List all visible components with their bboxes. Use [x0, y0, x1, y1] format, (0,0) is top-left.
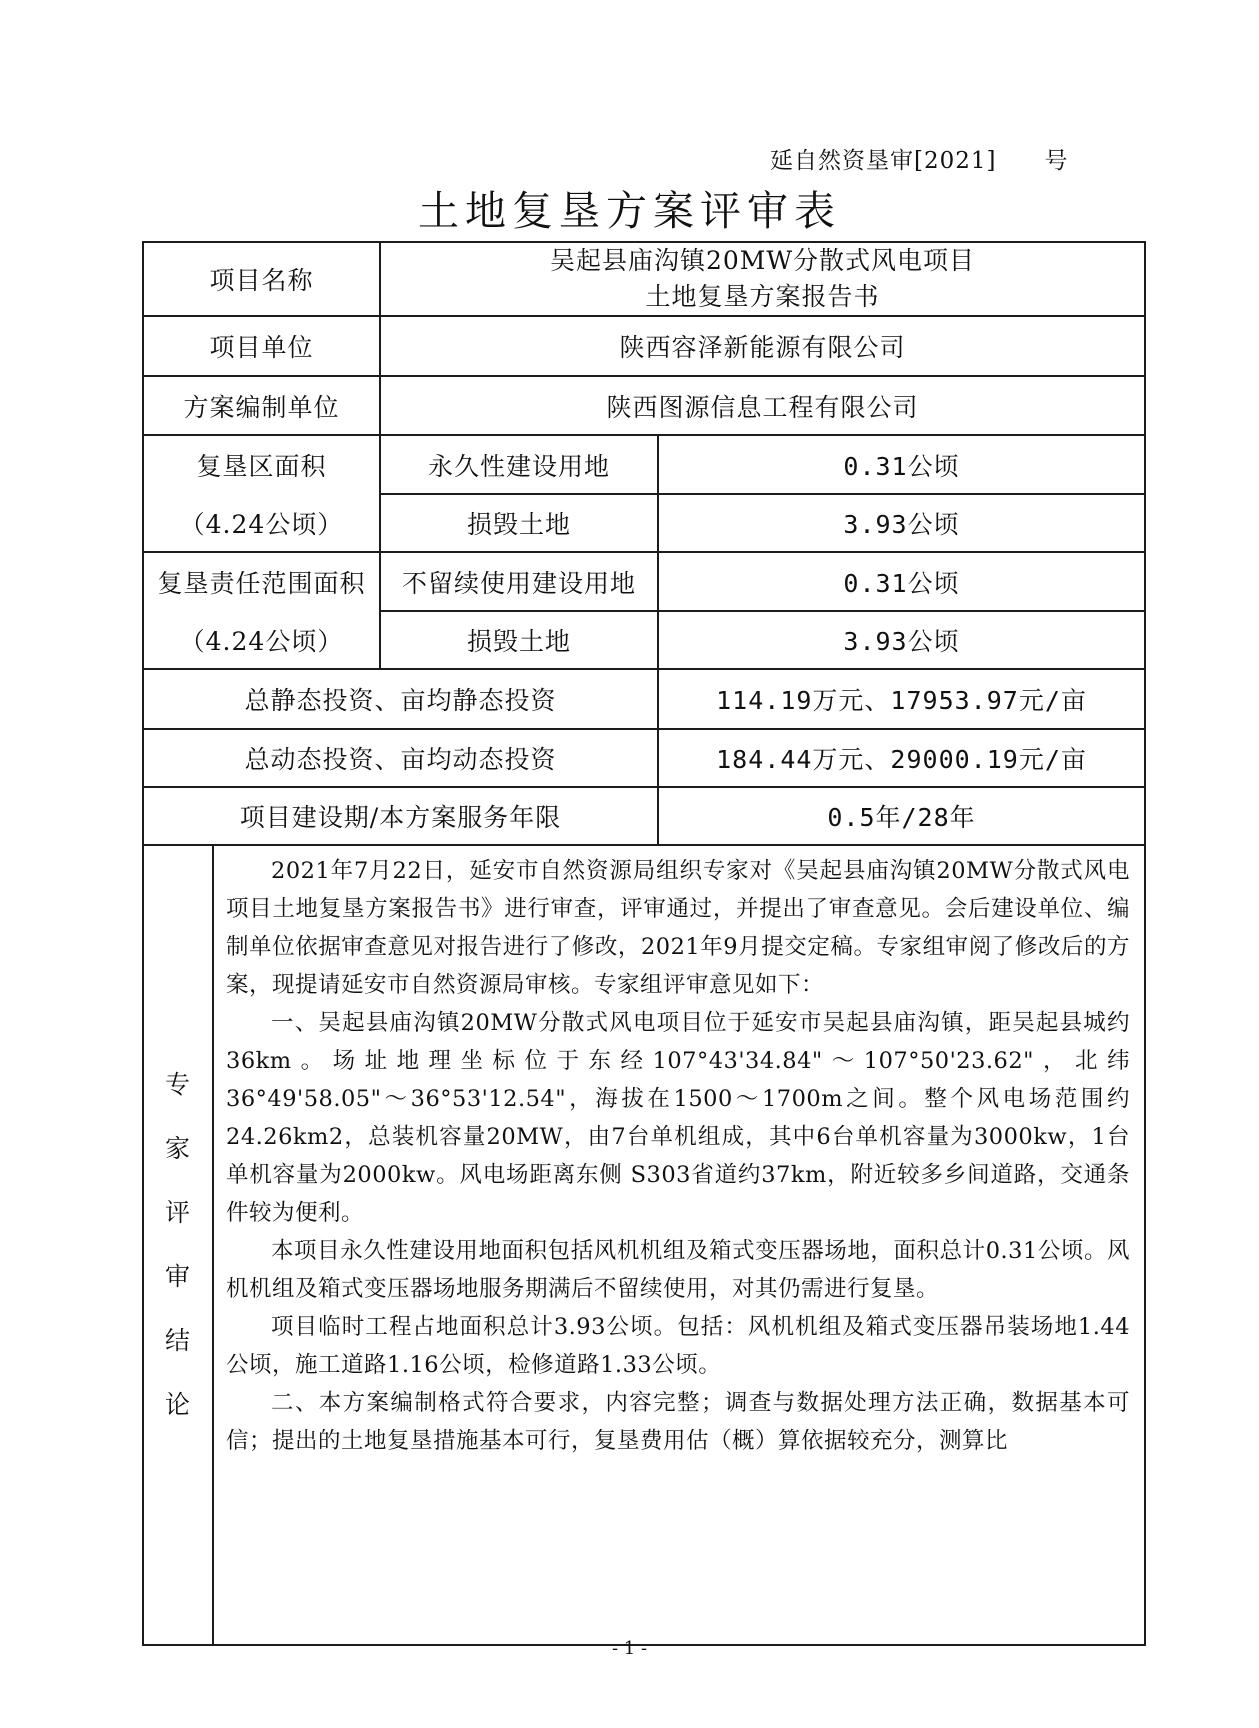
static-investment-value: 114.19万元、17953.97元/亩 — [658, 669, 1145, 729]
permanent-land-value: 0.31公顷 — [658, 435, 1145, 494]
dynamic-investment-value: 184.44万元、29000.19元/亩 — [658, 729, 1145, 787]
static-investment-label: 总静态投资、亩均静态投资 — [143, 669, 658, 729]
damaged-land-value: 3.93公顷 — [658, 494, 1145, 552]
reclaim-area-label: 复垦区面积 — [143, 435, 380, 494]
damaged-land-label: 损毁土地 — [380, 494, 658, 552]
expert-review-inner-table — [144, 846, 1144, 1644]
period-value: 0.5年/28年 — [658, 787, 1145, 845]
compiler-label: 方案编制单位 — [143, 376, 380, 435]
permanent-land-label: 永久性建设用地 — [380, 435, 658, 494]
review-paragraph: 本项目永久性建设用地面积包括风机机组及箱式变压器场地，面积总计0.31公顷。风机机组及箱式变压器场地服务期满后不留续使用，对其仍需进行复垦。 — [226, 1238, 1131, 1302]
page-number: - 1 - — [611, 1638, 648, 1659]
responsibility-area-label: 复垦责任范围面积 — [143, 552, 380, 611]
expert-review-char: 家 — [164, 1134, 191, 1163]
review-paragraph: 一、吴起县庙沟镇20MW分散式风电项目位于延安市吴起县庙沟镇，距吴起县城约36km。场址地理坐标位于东经107°43'34.84"～107°50'23.62"，北纬36°49'58.05"～36°53'12.54"，海拔在1500～1700m之间。整个风电场范围约24.26km2，总装机容量20MW，由7台单机组成，其中6台单机容量为3000kw，1台单机容量为2000kw。风电场距离东侧 S303省道约37km，附近较多乡间道路，交通条件较为便利。 — [226, 1010, 1131, 1226]
expert-review-char: 审 — [164, 1262, 191, 1291]
project-name-line2: 土地复垦方案报告书 — [645, 282, 880, 311]
page-title: 土地复垦方案评审表 — [418, 187, 841, 235]
project-name-line1: 吴起县庙沟镇20MW分散式风电项目 — [549, 246, 976, 275]
project-name-label: 项目名称 — [143, 242, 380, 316]
project-name-value — [380, 242, 1145, 316]
review-form-table — [142, 241, 1146, 1646]
expert-review-char: 结 — [164, 1326, 191, 1355]
dynamic-investment-label: 总动态投资、亩均动态投资 — [143, 729, 658, 787]
document-number: 延自然资垦审[2021] 号 — [770, 148, 1069, 174]
expert-review-row — [143, 845, 1145, 1645]
reclaim-area-total: （4.24公顷） — [143, 494, 380, 552]
non-retained-land-label: 不留续使用建设用地 — [380, 552, 658, 611]
damaged-land-label-2: 损毁土地 — [380, 611, 658, 669]
expert-review-char: 评 — [164, 1198, 191, 1227]
expert-review-label — [144, 846, 213, 1644]
project-unit-label: 项目单位 — [143, 316, 380, 376]
review-paragraph: 2021年7月22日，延安市自然资源局组织专家对《吴起县庙沟镇20MW分散式风电项目土地复垦方案报告书》进行审查，评审通过，并提出了审查意见。会后建设单位、编制单位依据审查意见对报告进行了修改，2021年9月提交定稿。专家组审阅了修改后的方案，现提请延安市自然资源局审核。专家组评审意见如下： — [226, 858, 1131, 998]
period-label: 项目建设期/本方案服务年限 — [143, 787, 658, 845]
review-paragraph: 项目临时工程占地面积总计3.93公顷。包括：风机机组及箱式变压器吊装场地1.44公顷，施工道路1.16公顷，检修道路1.33公顷。 — [226, 1314, 1131, 1378]
expert-review-char: 论 — [164, 1390, 191, 1419]
responsibility-area-total: （4.24公顷） — [143, 611, 380, 669]
expert-review-char: 专 — [164, 1070, 191, 1099]
damaged-land-value-2: 3.93公顷 — [658, 611, 1145, 669]
non-retained-land-value: 0.31公顷 — [658, 552, 1145, 611]
expert-review-content — [213, 846, 1144, 1644]
compiler-value: 陕西图源信息工程有限公司 — [380, 376, 1145, 435]
project-unit-value: 陕西容泽新能源有限公司 — [380, 316, 1145, 376]
review-paragraph: 二、本方案编制格式符合要求，内容完整；调查与数据处理方法正确，数据基本可信；提出的土地复垦措施基本可行，复垦费用估（概）算依据较充分，测算比 — [226, 1390, 1131, 1454]
